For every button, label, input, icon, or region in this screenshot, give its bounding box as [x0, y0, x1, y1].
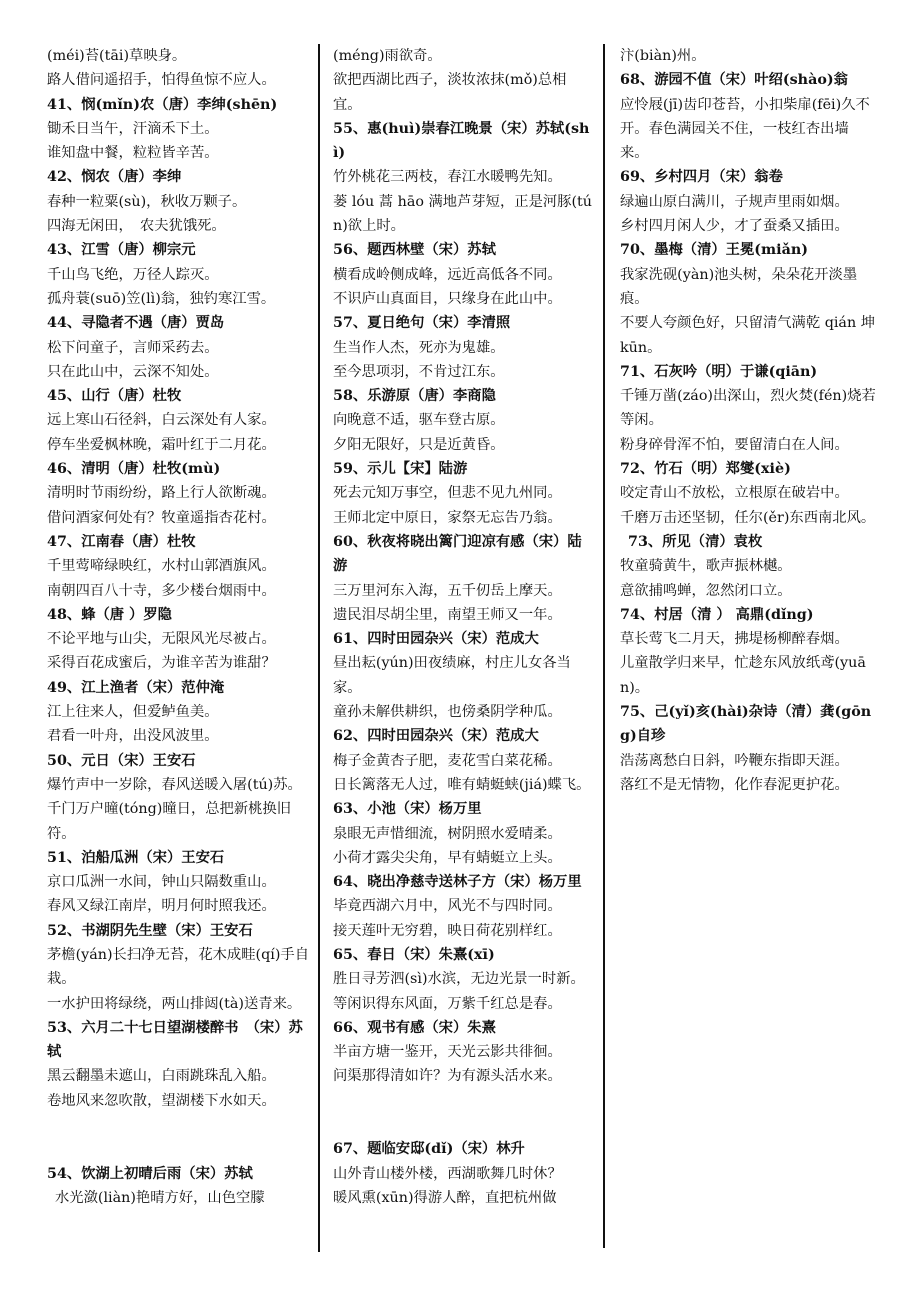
- poem-line: 春风又绿江南岸，明月何时照我还。: [47, 898, 276, 915]
- poem-line: 孤舟蓑(suō)笠(lì)翁，独钓寒江雪。: [47, 290, 276, 307]
- poem-line: (méng)雨欲奇。: [333, 48, 442, 64]
- poem-line: 一水护田将绿绕，两山排闼(tà)送青来。: [47, 995, 302, 1012]
- poem-line: 我家洗砚(yàn)池头树，朵朵花开淡墨痕。: [620, 266, 858, 307]
- poem-line: 水光潋(liàn)艳晴方好，山色空朦: [55, 1189, 265, 1206]
- poem-line: 南朝四百八十寺，多少楼台烟雨中。: [47, 582, 276, 599]
- poem-line: 至今思项羽，不肯过江东。: [333, 363, 505, 380]
- poem-line: 夕阳无限好，只是近黄昏。: [333, 436, 505, 453]
- poem-line: 意欲捕鸣蝉，忽然闭口立。: [620, 582, 792, 599]
- poem-title: 42、悯农（唐）李绅: [47, 169, 182, 186]
- poem-line: 清明时节雨纷纷，路上行人欲断魂。: [47, 485, 276, 502]
- poem-title: 68、游园不值（宋）叶绍(shào)翁: [620, 72, 848, 89]
- poem-line: 千山鸟飞绝，万径人踪灭。: [47, 266, 219, 283]
- poem-line: 四海无闲田， 农夫犹饿死。: [47, 218, 226, 235]
- poem-title: 67、题临安邸(dǐ)（宋）林升: [333, 1141, 525, 1158]
- poem-line: 暖风熏(xūn)得游人醉，直把杭州做: [333, 1189, 557, 1206]
- poem-title: 60、秋夜将晓出篱门迎凉有感（宋）陆游: [333, 533, 582, 575]
- poem-line: 问渠那得清如许？为有源头活水来。: [333, 1068, 562, 1085]
- column-divider-2: [603, 44, 605, 1248]
- poem-title: 57、夏日绝句（宋）李清照: [333, 315, 511, 332]
- poem-line: 只在此山中，云深不知处。: [47, 363, 219, 380]
- blank-gap: [47, 1113, 309, 1162]
- poem-line: 山外青山楼外楼，西湖歌舞几时休？: [333, 1165, 562, 1182]
- poem-line: 向晚意不适，驱车登古原。: [333, 412, 505, 429]
- poem-line: 半亩方塘一鉴开，天光云影共徘徊。: [333, 1044, 562, 1061]
- poem-line: 不论平地与山尖，无限风光尽被占。: [47, 631, 276, 648]
- poem-line: 谁知盘中餐，粒粒皆辛苦。: [47, 145, 219, 162]
- poem-line: 梅子金黄杏子肥，麦花雪白菜花稀。: [333, 752, 562, 769]
- poem-line: 不识庐山真面目，只缘身在此山中。: [333, 290, 562, 307]
- poem-line: 千锤万凿(záo)出深山，烈火焚(fén)烧若等闲。: [620, 388, 876, 429]
- poem-title: 65、春日（宋）朱熹(xī): [333, 946, 495, 963]
- poem-line: 生当作人杰，死亦为鬼雄。: [333, 339, 505, 356]
- poem-line: 黑云翻墨未遮山，白雨跳珠乱入船。: [47, 1068, 276, 1085]
- poem-line: 欲把西湖比西子，淡妆浓抹(mǒ)总相宜。: [333, 72, 567, 113]
- poem-title: 51、泊船瓜洲（宋）王安石: [47, 849, 225, 866]
- poem-line: 接天莲叶无穷碧，映日荷花别样红。: [333, 922, 562, 939]
- poem-line: 君看一叶舟，出没风波里。: [47, 728, 219, 745]
- poem-line: 浩荡离愁白日斜，吟鞭东指即天涯。: [620, 752, 849, 769]
- poem-title: 50、元日（宋）王安石: [47, 752, 196, 769]
- poem-title: 41、悯(mǐn)农（唐）李绅(shēn): [47, 96, 278, 113]
- poem-line: 小荷才露尖尖角，早有蜻蜓立上头。: [333, 849, 562, 866]
- poem-title: 56、题西林壁（宋）苏轼: [333, 242, 496, 259]
- poem-title: 46、清明（唐）杜牧(mù): [47, 461, 221, 478]
- poem-title: 54、饮湖上初晴后雨（宋）苏轼: [47, 1165, 253, 1182]
- poem-title: 74、村居（清 ） 高鼎(dǐng): [620, 606, 814, 623]
- poem-line: 松下问童子，言师采药去。: [47, 339, 219, 356]
- poem-line: 汴(biàn)州。: [620, 48, 706, 64]
- poem-line: 咬定青山不放松，立根原在破岩中。: [620, 485, 849, 502]
- poem-line: 锄禾日当午，汗滴禾下土。: [47, 120, 219, 137]
- poem-title: 73、所见（清）袁枚: [628, 533, 763, 550]
- poem-title: 62、四时田园杂兴（宋）范成大: [333, 728, 539, 745]
- poem-title: 43、江雪（唐）柳宗元: [47, 242, 196, 259]
- poem-title: 53、六月二十七日望湖楼醉书 （宋）苏轼: [47, 1019, 303, 1061]
- column-2: [333, 44, 595, 1210]
- poem-line: 茅檐(yán)长扫净无苔，花木成畦(qí)手自栽。: [47, 946, 309, 988]
- poem-title: 45、山行（唐）杜牧: [47, 388, 182, 405]
- poem-line: 胜日寻芳泗(sì)水滨，无边光景一时新。: [333, 971, 585, 988]
- poem-line: 远上寒山石径斜，白云深处有人家。: [47, 412, 276, 429]
- poem-line: 路人借问遥招手，怕得鱼惊不应人。: [47, 72, 276, 89]
- poem-title: 72、竹石（明）郑燮(xiè): [620, 461, 791, 478]
- poem-title: 70、墨梅（清）王冕(miǎn): [620, 242, 809, 259]
- poem-line: 江上往来人，但爱鲈鱼美。: [47, 704, 219, 721]
- poem-line: 采得百花成蜜后，为谁辛苦为谁甜？: [47, 655, 276, 672]
- poem-line: 不要人夸颜色好，只留清气满乾 qián 坤 kūn。: [620, 315, 875, 356]
- poem-line: 竹外桃花三两枝，春江水暖鸭先知。: [333, 169, 562, 186]
- poem-line: 牧童骑黄牛，歌声振林樾。: [620, 558, 792, 575]
- poem-line: 童孙未解供耕织，也傍桑阴学种瓜。: [333, 704, 562, 721]
- poem-line: 爆竹声中一岁除，春风送暖入屠(tú)苏。: [47, 776, 302, 793]
- poem-line: 落红不是无情物，化作春泥更护花。: [620, 776, 849, 793]
- poem-line: 京口瓜洲一水间，钟山只隔数重山。: [47, 874, 276, 891]
- poem-line: 等闲识得东风面，万紫千红总是春。: [333, 995, 562, 1012]
- poem-line: 三万里河东入海，五千仞岳上摩天。: [333, 582, 562, 599]
- poem-title: 71、石灰吟（明）于谦(qiān): [620, 363, 818, 380]
- poem-line: 乡村四月闲人少，才了蚕桑又插田。: [620, 218, 849, 235]
- poem-title: 55、惠(huì)崇春江晚景（宋）苏轼(shì): [333, 120, 590, 162]
- poem-line: 卷地风来忽吹散，望湖楼下水如天。: [47, 1092, 276, 1109]
- poem-line: (méi)苔(tāi)草映身。: [47, 48, 187, 64]
- poem-line: 粉身碎骨浑不怕，要留清白在人间。: [620, 436, 849, 453]
- poem-line: 蒌 lóu 蒿 hāo 满地芦芽短，正是河豚(tún)欲上时。: [333, 193, 592, 235]
- poem-title: 63、小池（宋）杨万里: [333, 801, 482, 818]
- poem-title: 75、己(yǐ)亥(hài)杂诗（清）龚(gōng)自珍: [620, 704, 872, 745]
- column-1: [47, 44, 309, 1210]
- poem-line: 遗民泪尽胡尘里，南望王师又一年。: [333, 606, 562, 623]
- poem-line: 千磨万击还坚韧，任尔(ěr)东西南北风。: [620, 509, 876, 526]
- poem-title: 49、江上渔者（宋）范仲淹: [47, 679, 225, 696]
- poem-title: 64、晓出净慈寺送林子方（宋）杨万里: [333, 874, 582, 891]
- column-divider-1: [318, 44, 320, 1252]
- poem-title: 47、江南春（唐）杜牧: [47, 533, 196, 550]
- poem-title: 58、乐游原（唐）李商隐: [333, 388, 496, 405]
- poem-line: 昼出耘(yún)田夜绩麻，村庄儿女各当家。: [333, 655, 571, 696]
- poem-title: 44、寻隐者不遇（唐）贾岛: [47, 315, 225, 332]
- poem-line: 春种一粒粟(sù)，秋收万颗子。: [47, 193, 247, 210]
- poem-line: 横看成岭侧成峰，远近高低各不同。: [333, 266, 562, 283]
- poem-title: 61、四时田园杂兴（宋）范成大: [333, 631, 539, 648]
- poem-line: 王师北定中原日，家祭无忘告乃翁。: [333, 509, 562, 526]
- poem-line: 停车坐爱枫林晚，霜叶红于二月花。: [47, 436, 276, 453]
- poem-title: 59、示儿【宋】陆游: [333, 461, 468, 478]
- column-3: [620, 44, 876, 797]
- poem-line: 毕竟西湖六月中，风光不与四时同。: [333, 898, 562, 915]
- poem-title: 69、乡村四月（宋）翁卷: [620, 169, 783, 186]
- poem-line: 日长篱落无人过，唯有蜻蜓蛱(jiá)蝶飞。: [333, 776, 591, 793]
- poem-line: 泉眼无声惜细流，树阴照水爱晴柔。: [333, 825, 562, 842]
- poem-line: 草长莺飞二月天，拂堤杨柳醉春烟。: [620, 631, 849, 648]
- poem-line: 儿童散学归来早，忙趁东风放纸鸢(yuān)。: [620, 655, 866, 696]
- poem-title: 66、观书有感（宋）朱熹: [333, 1019, 496, 1036]
- poem-line: 千门万户曈(tóng)曈日，总把新桃换旧符。: [47, 801, 292, 842]
- poem-title: 48、蜂（唐 ）罗隐: [47, 606, 172, 623]
- blank-gap: [333, 1089, 595, 1138]
- poem-line: 应怜屐(jī)齿印苍苔，小扣柴扉(fēi)久不开。春色满园关不住，一枝红杏出墙来。: [620, 96, 870, 162]
- poem-line: 绿遍山原白满川，子规声里雨如烟。: [620, 193, 849, 210]
- poem-line: 借问酒家何处有？牧童遥指杏花村。: [47, 509, 276, 526]
- poem-line: 死去元知万事空，但悲不见九州同。: [333, 485, 562, 502]
- poem-title: 52、书湖阴先生壁（宋）王安石: [47, 922, 253, 939]
- poem-line: 千里莺啼绿映红，水村山郭酒旗风。: [47, 558, 276, 575]
